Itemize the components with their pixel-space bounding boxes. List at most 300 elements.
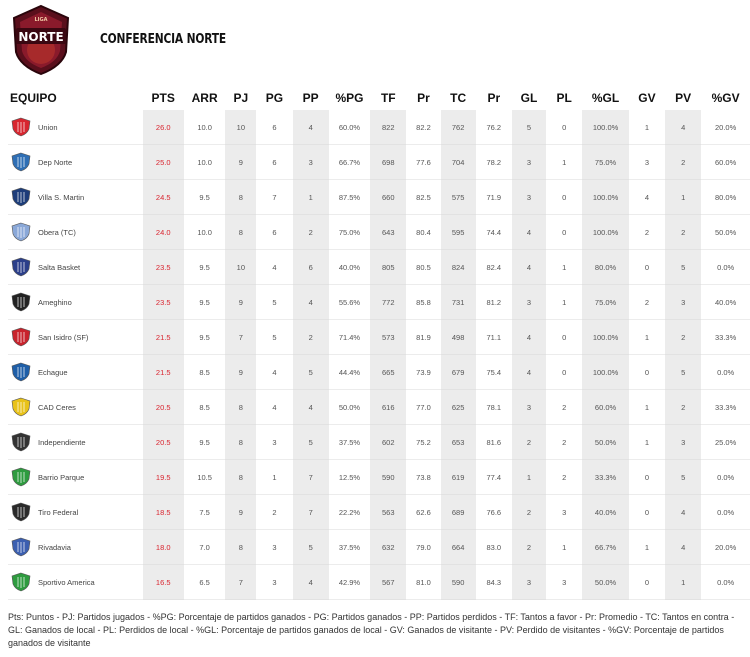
- stat-cell: 822: [370, 110, 406, 145]
- stat-cell: 4: [512, 355, 546, 390]
- stat-cell: 0: [629, 355, 665, 390]
- stat-cell: 60.0%: [582, 390, 629, 425]
- stat-cell: 9.5: [184, 320, 225, 355]
- stat-cell: 0: [629, 565, 665, 600]
- stat-cell: 37.5%: [329, 425, 370, 460]
- stat-cell: 5: [665, 460, 701, 495]
- stat-cell: 0.0%: [701, 460, 750, 495]
- stat-cell: 10.0: [184, 215, 225, 250]
- team-name: Tiro Federal: [38, 507, 79, 517]
- stat-cell: 77.0: [406, 390, 440, 425]
- stat-cell: 698: [370, 145, 406, 180]
- stat-cell: 1: [665, 180, 701, 215]
- stat-cell: 40.0%: [582, 495, 629, 530]
- stat-cell: 1: [546, 250, 582, 285]
- stat-cell: 8: [225, 390, 256, 425]
- team-cell: [8, 530, 143, 565]
- stat-cell: 2: [665, 145, 701, 180]
- stat-cell: 9: [225, 355, 256, 390]
- stat-cell: 18.0: [143, 530, 184, 565]
- stat-cell: 4: [665, 110, 701, 145]
- stat-cell: 4: [665, 530, 701, 565]
- stat-cell: 824: [441, 250, 476, 285]
- team-shield-icon: [10, 222, 32, 242]
- team-name: Ameghino: [38, 297, 72, 307]
- team-shield-icon: [10, 327, 32, 347]
- column-header: Pr: [417, 91, 430, 105]
- stat-cell: 0.0%: [701, 355, 750, 390]
- stat-cell: 80.5: [406, 250, 440, 285]
- team-cell: [8, 460, 143, 495]
- stat-cell: 50.0%: [701, 215, 750, 250]
- stat-cell: 42.9%: [329, 565, 370, 600]
- team-cell: [8, 425, 143, 460]
- column-header: TC: [450, 91, 467, 105]
- column-header: EQUIPO: [10, 91, 57, 105]
- table-row: [8, 355, 750, 390]
- stat-cell: 75.2: [406, 425, 440, 460]
- stat-cell: 75.0%: [582, 145, 629, 180]
- stat-cell: 6: [256, 145, 292, 180]
- stat-cell: 704: [441, 145, 476, 180]
- stat-cell: 18.5: [143, 495, 184, 530]
- stat-cell: 7: [293, 460, 329, 495]
- column-header: PJ: [233, 91, 249, 105]
- stat-cell: 73.8: [406, 460, 440, 495]
- team-name: Obera (TC): [38, 227, 76, 237]
- table-row: [8, 110, 750, 145]
- stat-cell: 5: [256, 320, 292, 355]
- stat-cell: 23.5: [143, 250, 184, 285]
- stat-cell: 100.0%: [582, 215, 629, 250]
- stat-cell: 73.9: [406, 355, 440, 390]
- stat-cell: 665: [370, 355, 406, 390]
- stat-cell: 9: [225, 145, 256, 180]
- stat-cell: 2: [629, 285, 665, 320]
- team-cell: [8, 390, 143, 425]
- stat-cell: 84.3: [476, 565, 512, 600]
- stat-cell: 25.0%: [701, 425, 750, 460]
- stat-cell: 8: [225, 530, 256, 565]
- stat-cell: 3: [512, 565, 546, 600]
- stat-cell: 75.0%: [329, 215, 370, 250]
- team-name: Villa S. Martin: [38, 192, 85, 202]
- conference-title: CONFERENCIA NORTE: [100, 32, 227, 47]
- stat-cell: 33.3%: [701, 390, 750, 425]
- team-name: Dep Norte: [38, 157, 73, 167]
- stat-cell: 3: [293, 145, 329, 180]
- stat-cell: 22.2%: [329, 495, 370, 530]
- stat-cell: 25.0: [143, 145, 184, 180]
- table-row: [8, 250, 750, 285]
- stat-cell: 1: [629, 320, 665, 355]
- stat-cell: 8.5: [184, 355, 225, 390]
- stat-cell: 632: [370, 530, 406, 565]
- stat-cell: 66.7%: [329, 145, 370, 180]
- stat-cell: 44.4%: [329, 355, 370, 390]
- team-cell: [8, 180, 143, 215]
- stat-cell: 2: [665, 215, 701, 250]
- stat-cell: 3: [512, 145, 546, 180]
- stat-cell: 10.5: [184, 460, 225, 495]
- stat-cell: 3: [512, 390, 546, 425]
- stat-cell: 10.0: [184, 110, 225, 145]
- logo-top-text: LIGA: [34, 17, 48, 23]
- stat-cell: 78.2: [476, 145, 512, 180]
- team-shield-icon: [10, 292, 32, 312]
- stat-cell: 563: [370, 495, 406, 530]
- stat-cell: 2: [512, 425, 546, 460]
- stat-cell: 2: [512, 530, 546, 565]
- table-row: [8, 565, 750, 600]
- column-header: PP: [302, 91, 319, 105]
- stat-cell: 21.5: [143, 320, 184, 355]
- stat-cell: 87.5%: [329, 180, 370, 215]
- page-header: [0, 0, 750, 84]
- stat-cell: 60.0%: [329, 110, 370, 145]
- stat-cell: 0.0%: [701, 565, 750, 600]
- stat-cell: 664: [441, 530, 476, 565]
- stat-cell: 3: [665, 425, 701, 460]
- stat-cell: 573: [370, 320, 406, 355]
- stat-cell: 81.9: [406, 320, 440, 355]
- stat-cell: 7: [225, 320, 256, 355]
- stat-cell: 100.0%: [582, 320, 629, 355]
- team-name: Salta Basket: [38, 262, 81, 272]
- stat-cell: 8: [225, 425, 256, 460]
- team-name: Sportivo America: [38, 577, 95, 587]
- stat-cell: 6: [293, 250, 329, 285]
- team-shield-icon: [10, 362, 32, 382]
- stat-cell: 50.0%: [329, 390, 370, 425]
- team-cell: [8, 495, 143, 530]
- stat-cell: 4: [256, 355, 292, 390]
- stat-cell: 5: [512, 110, 546, 145]
- stat-cell: 20.0%: [701, 110, 750, 145]
- stat-cell: 7: [256, 180, 292, 215]
- stat-cell: 0: [629, 495, 665, 530]
- stat-cell: 2: [546, 425, 582, 460]
- stat-cell: 0: [629, 250, 665, 285]
- stat-cell: 9.5: [184, 250, 225, 285]
- stat-cell: 805: [370, 250, 406, 285]
- team-shield-icon: [10, 572, 32, 592]
- stat-cell: 2: [665, 390, 701, 425]
- column-header: GL: [520, 91, 538, 105]
- stat-cell: 12.5%: [329, 460, 370, 495]
- stat-cell: 2: [546, 460, 582, 495]
- stat-cell: 1: [629, 530, 665, 565]
- column-header: %PG: [335, 91, 364, 105]
- stat-cell: 4: [512, 215, 546, 250]
- stat-cell: 643: [370, 215, 406, 250]
- column-header: GV: [638, 91, 656, 105]
- stat-cell: 772: [370, 285, 406, 320]
- stat-cell: 6.5: [184, 565, 225, 600]
- stat-cell: 3: [256, 425, 292, 460]
- table-row: [8, 180, 750, 215]
- stat-cell: 7.0: [184, 530, 225, 565]
- stat-cell: 60.0%: [701, 145, 750, 180]
- stat-cell: 2: [546, 390, 582, 425]
- team-cell: [8, 285, 143, 320]
- stat-cell: 4: [256, 250, 292, 285]
- stat-cell: 8: [225, 460, 256, 495]
- stat-cell: 19.5: [143, 460, 184, 495]
- team-shield-icon: [10, 152, 32, 172]
- stat-cell: 26.0: [143, 110, 184, 145]
- team-cell: [8, 215, 143, 250]
- stat-cell: 4: [665, 495, 701, 530]
- stat-cell: 653: [441, 425, 476, 460]
- stat-cell: 81.0: [406, 565, 440, 600]
- stat-cell: 619: [441, 460, 476, 495]
- team-name: CAD Ceres: [38, 402, 76, 412]
- stat-cell: 4: [293, 285, 329, 320]
- stat-cell: 0: [546, 320, 582, 355]
- column-header: ARR: [191, 91, 218, 105]
- stat-cell: 0: [546, 110, 582, 145]
- stat-cell: 0: [629, 460, 665, 495]
- stat-cell: 602: [370, 425, 406, 460]
- stat-cell: 4: [512, 250, 546, 285]
- team-shield-icon: [10, 502, 32, 522]
- column-header: PL: [556, 91, 572, 105]
- stat-cell: 590: [441, 565, 476, 600]
- stat-cell: 71.9: [476, 180, 512, 215]
- stat-cell: 1: [546, 145, 582, 180]
- stat-cell: 5: [293, 530, 329, 565]
- stat-cell: 625: [441, 390, 476, 425]
- team-name: Barrio Parque: [38, 472, 85, 482]
- stat-cell: 2: [293, 215, 329, 250]
- stat-cell: 75.4: [476, 355, 512, 390]
- table-row: [8, 530, 750, 565]
- stat-cell: 9.5: [184, 285, 225, 320]
- stat-cell: 71.1: [476, 320, 512, 355]
- stat-cell: 37.5%: [329, 530, 370, 565]
- stat-cell: 3: [546, 495, 582, 530]
- table-row: [8, 460, 750, 495]
- table-header-row: [8, 86, 750, 110]
- column-header: %GL: [591, 91, 620, 105]
- stat-cell: 4: [256, 390, 292, 425]
- stat-cell: 4: [629, 180, 665, 215]
- stat-cell: 5: [293, 355, 329, 390]
- stat-cell: 1: [256, 460, 292, 495]
- stat-cell: 81.2: [476, 285, 512, 320]
- stat-cell: 5: [256, 285, 292, 320]
- table-row: [8, 215, 750, 250]
- stat-cell: 0: [546, 180, 582, 215]
- stat-cell: 3: [256, 530, 292, 565]
- team-shield-icon: [10, 257, 32, 277]
- team-cell: [8, 145, 143, 180]
- column-header: %GV: [711, 91, 740, 105]
- stat-cell: 33.3%: [701, 320, 750, 355]
- stat-cell: 0: [546, 215, 582, 250]
- stat-cell: 4: [293, 565, 329, 600]
- stat-cell: 590: [370, 460, 406, 495]
- team-shield-icon: [10, 117, 32, 137]
- stat-cell: 80.4: [406, 215, 440, 250]
- stat-cell: 6: [256, 215, 292, 250]
- table-row: [8, 145, 750, 180]
- team-cell: [8, 320, 143, 355]
- stat-cell: 575: [441, 180, 476, 215]
- team-cell: [8, 250, 143, 285]
- stat-cell: 80.0%: [582, 250, 629, 285]
- stat-cell: 83.0: [476, 530, 512, 565]
- stat-cell: 498: [441, 320, 476, 355]
- stat-cell: 50.0%: [582, 565, 629, 600]
- stat-cell: 2: [512, 495, 546, 530]
- team-shield-icon: [10, 537, 32, 557]
- team-name: Union: [38, 122, 58, 132]
- stat-cell: 0.0%: [701, 495, 750, 530]
- stat-cell: 2: [629, 215, 665, 250]
- stat-cell: 1: [665, 565, 701, 600]
- stat-cell: 77.6: [406, 145, 440, 180]
- stat-cell: 7: [293, 495, 329, 530]
- stat-cell: 6: [256, 110, 292, 145]
- stat-cell: 7.5: [184, 495, 225, 530]
- stat-cell: 100.0%: [582, 355, 629, 390]
- stat-cell: 0: [546, 355, 582, 390]
- stat-cell: 21.5: [143, 355, 184, 390]
- stat-cell: 40.0%: [701, 285, 750, 320]
- team-name: Independiente: [38, 437, 86, 447]
- stat-cell: 9: [225, 285, 256, 320]
- column-header: PV: [675, 91, 692, 105]
- stat-cell: 3: [629, 145, 665, 180]
- stat-cell: 679: [441, 355, 476, 390]
- stat-cell: 50.0%: [582, 425, 629, 460]
- stat-cell: 76.6: [476, 495, 512, 530]
- stat-cell: 71.4%: [329, 320, 370, 355]
- stat-cell: 8: [225, 180, 256, 215]
- column-header: PTS: [151, 91, 175, 105]
- stat-cell: 82.5: [406, 180, 440, 215]
- stat-cell: 66.7%: [582, 530, 629, 565]
- stat-cell: 731: [441, 285, 476, 320]
- stat-cell: 24.0: [143, 215, 184, 250]
- team-name: San Isidro (SF): [38, 332, 89, 342]
- stat-cell: 10: [225, 110, 256, 145]
- stat-cell: 8.5: [184, 390, 225, 425]
- stat-cell: 689: [441, 495, 476, 530]
- column-header: Pr: [487, 91, 501, 105]
- league-logo: [10, 4, 72, 76]
- stat-cell: 3: [512, 285, 546, 320]
- stat-cell: 0.0%: [701, 250, 750, 285]
- stat-cell: 40.0%: [329, 250, 370, 285]
- stat-cell: 5: [293, 425, 329, 460]
- column-header: TF: [380, 91, 396, 105]
- stat-cell: 81.6: [476, 425, 512, 460]
- stat-cell: 33.3%: [582, 460, 629, 495]
- stat-cell: 9: [225, 495, 256, 530]
- stat-cell: 567: [370, 565, 406, 600]
- stat-cell: 1: [546, 285, 582, 320]
- stat-cell: 3: [665, 285, 701, 320]
- stat-cell: 100.0%: [582, 180, 629, 215]
- stat-cell: 10.0: [184, 145, 225, 180]
- stat-cell: 5: [665, 250, 701, 285]
- stat-cell: 1: [629, 110, 665, 145]
- team-name: Rivadavia: [38, 542, 71, 552]
- stat-cell: 76.2: [476, 110, 512, 145]
- stat-cell: 595: [441, 215, 476, 250]
- stat-cell: 75.0%: [582, 285, 629, 320]
- stat-cell: 5: [665, 355, 701, 390]
- table-row: [8, 390, 750, 425]
- stat-cell: 85.8: [406, 285, 440, 320]
- stat-cell: 4: [293, 390, 329, 425]
- stat-cell: 10: [225, 250, 256, 285]
- stat-cell: 20.5: [143, 390, 184, 425]
- logo-text: NORTE: [18, 30, 64, 44]
- stat-cell: 16.5: [143, 565, 184, 600]
- stat-cell: 79.0: [406, 530, 440, 565]
- abbreviation-legend: Pts: Puntos - PJ: Partidos jugados - %PG: Porcentaje de partidos ganados - PG: Partidos ganados - PP: Partidos perdidos - TF: Tantos a favor - Pr: Promedio - TC: Tantos en contra - GL: Ganados de local - PL: Perdidos de local - %GL: Porcentaje de partidos ganados de local - GV: Ganados de visitante - PV: Perdido de visitantes - %GV: Porcentaje de partidos ganados de visitante: [8, 612, 735, 648]
- stat-cell: 616: [370, 390, 406, 425]
- stat-cell: 3: [256, 565, 292, 600]
- stat-cell: 80.0%: [701, 180, 750, 215]
- stat-cell: 762: [441, 110, 476, 145]
- stat-cell: 24.5: [143, 180, 184, 215]
- table-row: [8, 285, 750, 320]
- stat-cell: 660: [370, 180, 406, 215]
- stat-cell: 20.0%: [701, 530, 750, 565]
- team-shield-icon: [10, 187, 32, 207]
- stat-cell: 1: [629, 425, 665, 460]
- stat-cell: 9.5: [184, 425, 225, 460]
- standings-table: [8, 86, 750, 600]
- stat-cell: 82.2: [406, 110, 440, 145]
- stat-cell: 1: [512, 460, 546, 495]
- stat-cell: 4: [512, 320, 546, 355]
- stat-cell: 9.5: [184, 180, 225, 215]
- team-shield-icon: [10, 467, 32, 487]
- stat-cell: 55.6%: [329, 285, 370, 320]
- stat-cell: 2: [665, 320, 701, 355]
- stat-cell: 4: [293, 110, 329, 145]
- stat-cell: 77.4: [476, 460, 512, 495]
- stat-cell: 82.4: [476, 250, 512, 285]
- stat-cell: 2: [293, 320, 329, 355]
- column-header: PG: [265, 91, 284, 105]
- stat-cell: 23.5: [143, 285, 184, 320]
- team-name: Echague: [38, 367, 68, 377]
- stat-cell: 1: [629, 390, 665, 425]
- stat-cell: 74.4: [476, 215, 512, 250]
- stat-cell: 3: [546, 565, 582, 600]
- stat-cell: 20.5: [143, 425, 184, 460]
- team-cell: [8, 565, 143, 600]
- stat-cell: 1: [546, 530, 582, 565]
- stat-cell: 3: [512, 180, 546, 215]
- stat-cell: 8: [225, 215, 256, 250]
- team-cell: [8, 110, 143, 145]
- stat-cell: 7: [225, 565, 256, 600]
- stat-cell: 2: [256, 495, 292, 530]
- table-row: [8, 425, 750, 460]
- team-shield-icon: [10, 397, 32, 417]
- team-cell: [8, 355, 143, 390]
- stat-cell: 100.0%: [582, 110, 629, 145]
- stat-cell: 78.1: [476, 390, 512, 425]
